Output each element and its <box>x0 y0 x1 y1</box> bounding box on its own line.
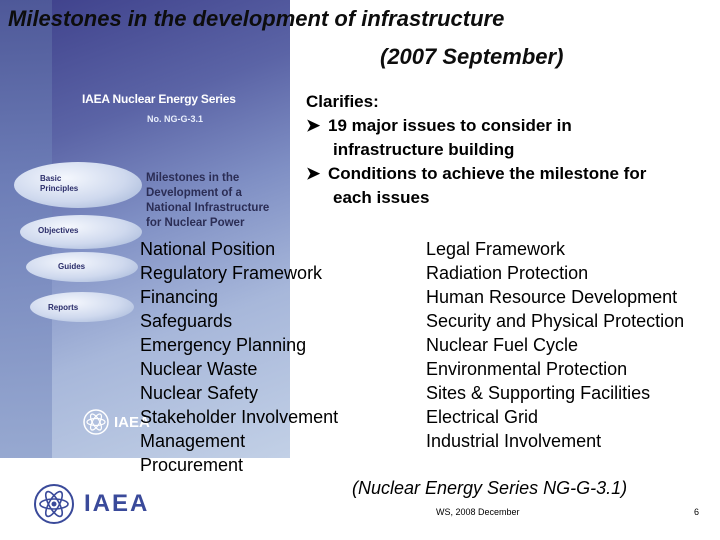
cover-stage-label: Guides <box>58 262 86 271</box>
footer-org-logo-text: IAEA <box>84 490 150 517</box>
list-item: Safeguards <box>140 311 233 331</box>
list-item: Financing <box>140 287 219 307</box>
clarifies-bullet: ➤ 19 major issues to consider in infrastructure building <box>306 116 572 159</box>
cover-series-label: IAEA Nuclear Energy Series <box>82 92 236 106</box>
iaea-logo-icon <box>32 482 76 526</box>
list-item: Management <box>140 431 246 451</box>
list-item: Environmental Protection <box>426 359 628 379</box>
cover-title: Milestones in the Development of a National Infrastructure for Nuclear Power <box>146 172 270 229</box>
list-item: Legal Framework <box>426 239 566 259</box>
cover-code-label: No. NG-G-3.1 <box>147 114 204 124</box>
cover-shape <box>30 292 134 322</box>
issues-list-left <box>140 237 338 477</box>
cover-stage-label: Reports <box>48 303 79 312</box>
cover-stage-label: Basic Principles <box>40 174 79 193</box>
list-item: Industrial Involvement <box>426 431 602 451</box>
list-item: Nuclear Fuel Cycle <box>426 335 579 355</box>
list-item: Nuclear Waste <box>140 359 258 379</box>
list-item: Emergency Planning <box>140 335 307 355</box>
list-item: Electrical Grid <box>426 407 539 427</box>
iaea-emblem-icon <box>82 408 110 436</box>
list-item: Stakeholder Involvement <box>140 407 339 427</box>
list-item: Human Resource Development <box>426 287 678 307</box>
slide-subtitle: (2007 September) <box>380 44 564 69</box>
arrow-bullet-icon: ➤ <box>306 164 321 183</box>
issues-list-right <box>426 237 684 453</box>
list-item: Regulatory Framework <box>140 263 323 283</box>
clarifies-heading: Clarifies: <box>306 92 379 111</box>
cover-iaea-logo-text: IAEA <box>114 414 150 431</box>
list-item: Sites & Supporting Facilities <box>426 383 651 403</box>
source-citation: (Nuclear Energy Series NG-G-3.1) <box>352 478 628 498</box>
list-item: National Position <box>140 239 276 259</box>
list-item: Procurement <box>140 455 244 475</box>
list-item: Nuclear Safety <box>140 383 259 403</box>
cover-stage-label: Objectives <box>38 226 79 235</box>
page-number: 6 <box>694 507 700 517</box>
list-item: Radiation Protection <box>426 263 589 283</box>
slide-title: Milestones in the development of infrastructure <box>8 6 505 31</box>
clarifies-bullet: ➤ Conditions to achieve the milestone for each issues <box>306 164 647 207</box>
footer-date: WS, 2008 December <box>436 507 520 517</box>
list-item: Security and Physical Protection <box>426 311 685 331</box>
arrow-bullet-icon: ➤ <box>306 116 321 135</box>
